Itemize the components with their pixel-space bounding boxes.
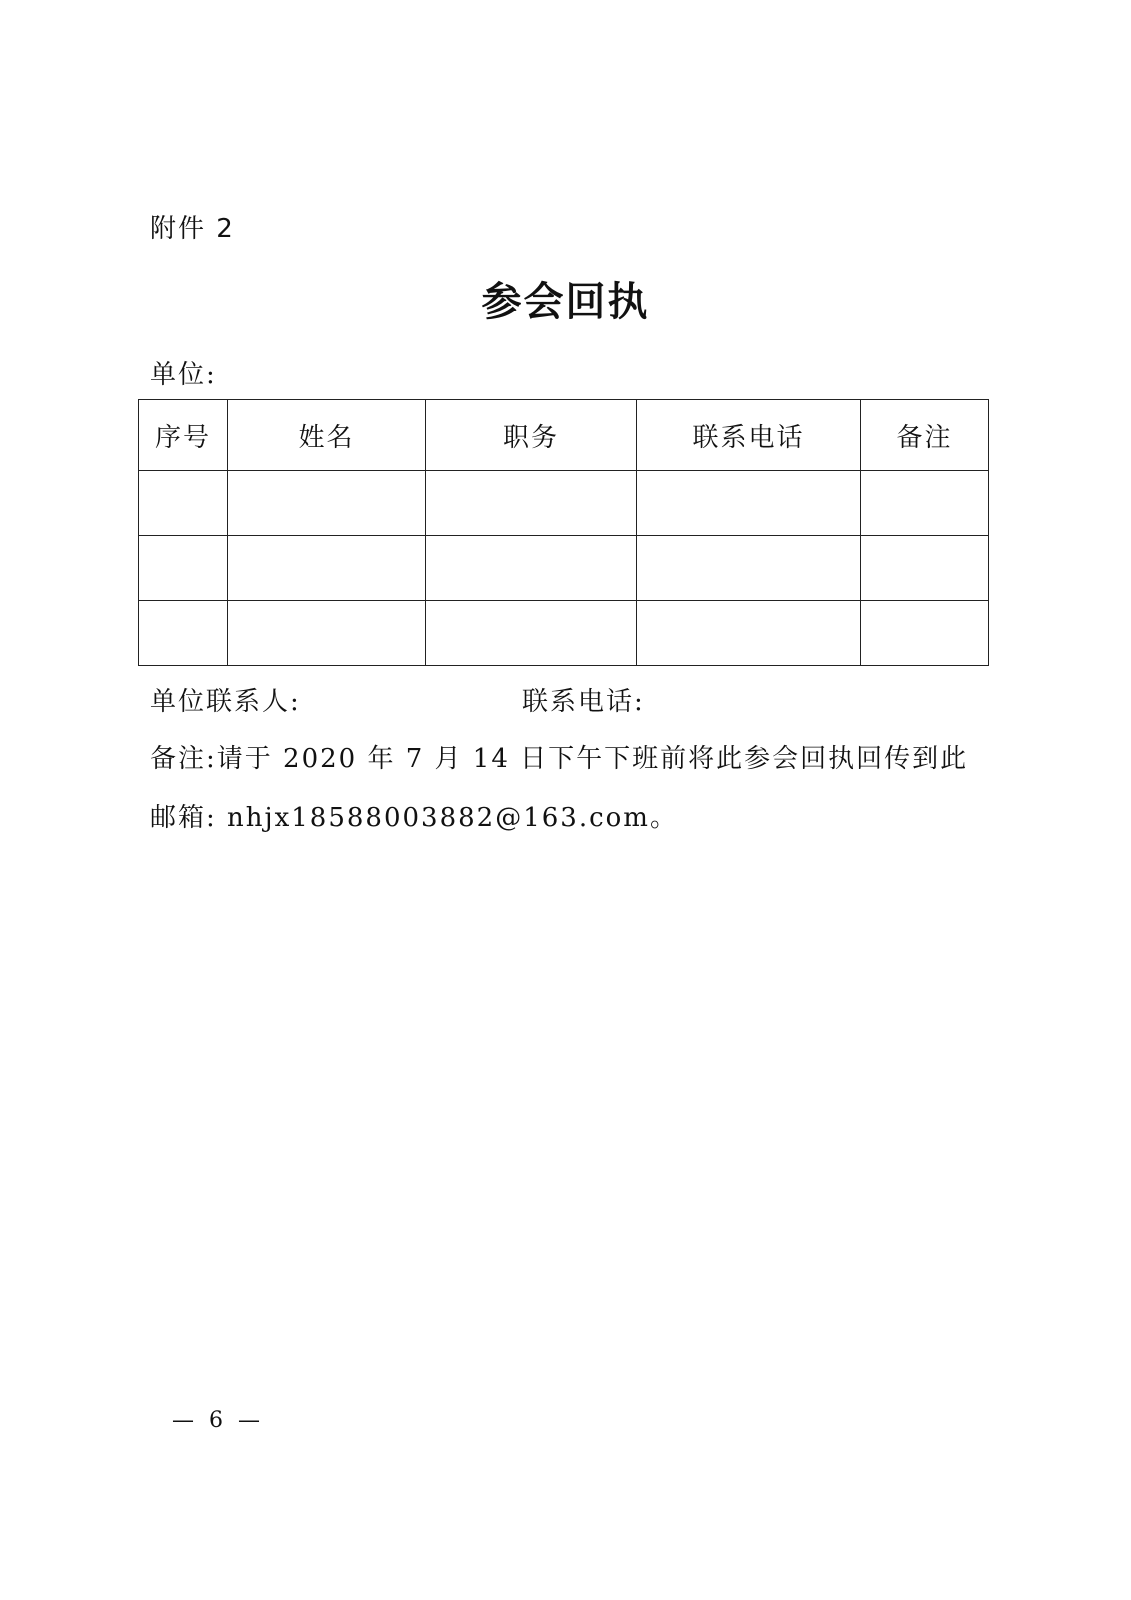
table-cell	[861, 471, 989, 536]
contact-phone-label: 联系电话:	[522, 687, 645, 717]
page-title: 参会回执	[481, 279, 650, 325]
table-cell	[228, 601, 426, 666]
table-cell	[139, 536, 228, 601]
column-header-name: 姓名	[228, 400, 426, 471]
column-header-position: 职务	[426, 400, 637, 471]
table-row	[139, 471, 989, 536]
table-cell	[637, 471, 861, 536]
table-row	[139, 536, 989, 601]
page-number: — 6 —	[172, 1408, 264, 1433]
table-cell	[861, 601, 989, 666]
table-row	[139, 601, 989, 666]
table-cell	[139, 601, 228, 666]
table-cell	[426, 536, 637, 601]
column-header-index: 序号	[139, 400, 228, 471]
receipt-table	[138, 399, 989, 666]
column-header-phone: 联系电话	[637, 400, 861, 471]
column-header-remarks: 备注	[861, 400, 989, 471]
table-cell	[228, 471, 426, 536]
table-header-row	[139, 400, 989, 471]
table-cell	[426, 471, 637, 536]
table-cell	[637, 536, 861, 601]
note-line-1: 备注:请于 2020 年 7 月 14 日下午下班前将此参会回执回传到此	[150, 744, 969, 774]
unit-label: 单位:	[150, 360, 217, 390]
table-cell	[228, 536, 426, 601]
note-line-2: 邮箱: nhjx18588003882@163.com。	[150, 803, 678, 833]
attachment-label: 附件 2	[150, 214, 235, 244]
table-cell	[139, 471, 228, 536]
table-cell	[861, 536, 989, 601]
table-cell	[637, 601, 861, 666]
table-cell	[426, 601, 637, 666]
contact-person-label: 单位联系人:	[150, 687, 301, 717]
contact-line	[150, 681, 645, 718]
